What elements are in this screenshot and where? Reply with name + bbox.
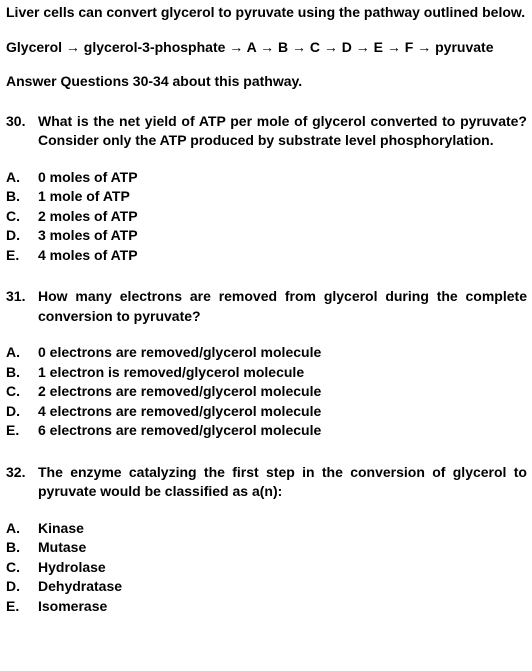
answer-choice xyxy=(6,343,527,363)
question-30 xyxy=(6,112,527,266)
choice-text: Kinase xyxy=(38,519,84,536)
choice-text: 6 electrons are removed/glycerol molecule xyxy=(38,422,322,438)
choice-letter: A. xyxy=(6,168,20,185)
answer-choice xyxy=(6,226,527,246)
question-number: 32. xyxy=(6,463,26,480)
answer-choice xyxy=(6,402,527,422)
answer-choice xyxy=(6,577,527,597)
answer-choice xyxy=(6,363,527,383)
choice-text: Isomerase xyxy=(38,597,108,614)
answer-instruction: Answer Questions 30-34 about this pathway. xyxy=(6,73,303,89)
choice-text: Hydrolase xyxy=(38,558,106,575)
question-number: 30. xyxy=(6,112,26,129)
answer-choice xyxy=(6,558,527,578)
question-number: 31. xyxy=(6,288,26,304)
answer-choice xyxy=(6,246,527,266)
answer-choice xyxy=(6,207,527,227)
answer-choices xyxy=(6,343,527,441)
choice-letter: B. xyxy=(6,363,20,380)
choice-text: 4 electrons are removed/glycerol molecule xyxy=(38,402,322,419)
choice-text: 1 mole of ATP xyxy=(38,188,130,204)
choice-letter: D. xyxy=(6,578,20,594)
question-text: What is the net yield of ATP per mole of glycerol converted to pyruvate? Consider only the ATP produced by substrate level phosphorylation. xyxy=(38,112,527,148)
choice-text: Dehydratase xyxy=(38,578,123,594)
choice-text: 0 electrons are removed/glycerol molecule xyxy=(38,344,322,360)
choice-letter: A. xyxy=(6,344,20,360)
question-31 xyxy=(6,287,527,441)
answer-choice xyxy=(6,382,527,402)
question-stem xyxy=(6,463,527,502)
choice-letter: B. xyxy=(6,539,20,555)
choice-letter: E. xyxy=(6,246,20,263)
choice-text: 2 electrons are removed/glycerol molecule xyxy=(38,383,322,399)
choice-letter: A. xyxy=(6,519,20,536)
question-stem xyxy=(6,287,527,326)
answer-choice xyxy=(6,421,527,441)
choice-letter: E. xyxy=(6,597,20,614)
choice-letter: B. xyxy=(6,188,20,204)
intro-paragraph: Liver cells can convert glycerol to pyruvate using the pathway outlined below. xyxy=(6,4,526,20)
question-text: The enzyme catalyzing the first step in the conversion of glycerol to pyruvate would be classified as a(n): xyxy=(38,463,527,499)
answer-choice xyxy=(6,538,527,558)
choice-letter: D. xyxy=(6,402,20,419)
choice-text: 2 moles of ATP xyxy=(38,207,138,224)
answer-choice xyxy=(6,187,527,207)
choice-text: 3 moles of ATP xyxy=(38,227,138,243)
choice-letter: C. xyxy=(6,383,20,399)
question-32 xyxy=(6,463,527,617)
answer-choice xyxy=(6,168,527,188)
choice-text: Mutase xyxy=(38,539,87,555)
answer-choices xyxy=(6,168,527,266)
choice-letter: E. xyxy=(6,422,20,438)
answer-choices xyxy=(6,519,527,617)
choice-letter: D. xyxy=(6,227,20,243)
choice-letter: C. xyxy=(6,207,20,224)
document-page xyxy=(6,3,527,616)
question-stem xyxy=(6,112,527,151)
choice-text: 0 moles of ATP xyxy=(38,168,138,185)
choice-text: 1 electron is removed/glycerol molecule xyxy=(38,363,305,380)
pathway-line: Glycerol → glycerol-3-phosphate → A → B → C → D → E → F → pyruvate xyxy=(6,38,494,55)
question-text: How many electrons are removed from glycerol during the complete conversion to pyruvate? xyxy=(38,288,527,324)
answer-choice xyxy=(6,519,527,539)
answer-choice xyxy=(6,597,527,617)
choice-letter: C. xyxy=(6,558,20,575)
choice-text: 4 moles of ATP xyxy=(38,246,138,263)
